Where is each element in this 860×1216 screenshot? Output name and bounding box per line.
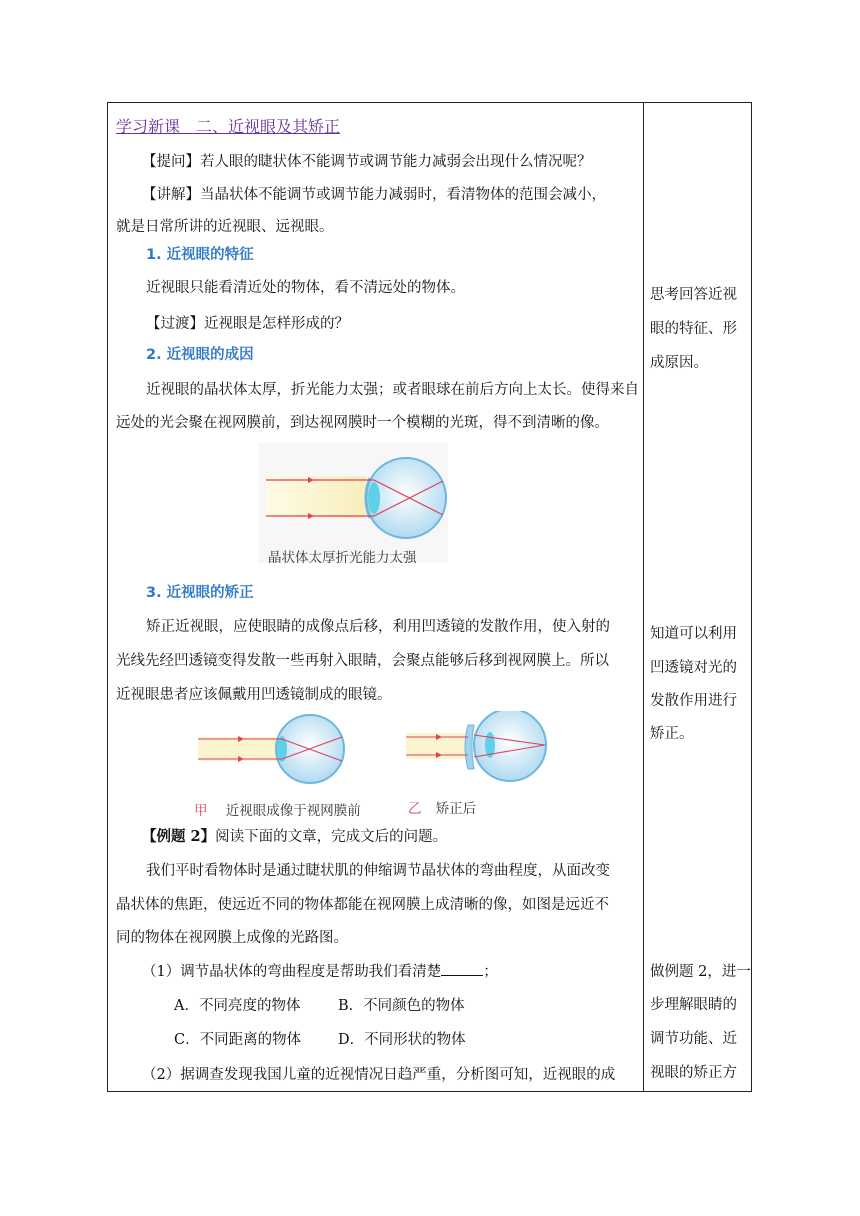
question-2: （2）据调查发现我国儿童的近视情况日趋严重，分析图可知，近视眼的成 <box>142 1067 616 1083</box>
side-note-1-line-1: 思考回答近视 <box>650 287 737 303</box>
article-line-2: 晶状体的焦距，使远近不同的物体都能在视网膜上成清晰的像，如图是远近不 <box>116 897 609 913</box>
article-line-1: 我们平时看物体时是通过睫状肌的伸缩调节晶状体的弯曲程度，从面改变 <box>146 863 610 879</box>
question-1-text: （1）调节晶状体的弯曲程度是帮助我们看清楚 <box>142 964 442 980</box>
correction-line-2: 光线先经凹透镜变得发散一些再射入眼睛，会聚点能够后移到视网膜上。所以 <box>116 653 609 669</box>
subheading-cause: 2. 近视眼的成因 <box>146 347 254 363</box>
option-a: A．不同亮度的物体 <box>174 998 301 1014</box>
side-note-3-line-4: 视眼的矫正方 <box>650 1065 737 1081</box>
figure2-label-b: 乙 <box>408 801 422 817</box>
figure2-text-b: 矫正后 <box>435 801 477 817</box>
example-heading <box>142 825 447 846</box>
option-c: C．不同距离的物体 <box>174 1032 302 1048</box>
features-text: 近视眼只能看清近处的物体，看不清远处的物体。 <box>146 280 465 296</box>
option-b: B．不同颜色的物体 <box>338 998 465 1014</box>
side-note-2-line-4: 矫正。 <box>650 726 694 742</box>
option-d: D．不同形状的物体 <box>338 1032 466 1048</box>
example-label: 【例题 2】 <box>142 828 216 845</box>
question-1 <box>142 960 498 981</box>
figure2-caption-b <box>408 797 476 817</box>
question-paragraph: 【提问】若人眼的睫状体不能调节或调节能力减弱会出现什么情况呢？ <box>142 154 592 170</box>
correction-line-3: 近视眼患者应该佩戴用凹透镜制成的眼镜。 <box>116 687 392 703</box>
explanation-line-2: 就是日常所讲的近视眼、远视眼。 <box>116 219 334 235</box>
transition-text: 【过渡】近视眼是怎样形成的？ <box>146 316 349 332</box>
figure1-caption: 晶状体太厚折光能力太强 <box>268 550 417 566</box>
figure2-caption-a <box>194 799 361 819</box>
answer-blank[interactable] <box>441 961 483 976</box>
side-note-1-line-2: 眼的特征、形 <box>650 321 737 337</box>
side-note-2-line-1: 知道可以利用 <box>650 626 737 642</box>
side-note-3-line-1: 做例题 2，进一 <box>650 964 751 980</box>
cause-line-1: 近视眼的晶状体太厚，折光能力太强；或者眼球在前后方向上太长。使得来自 <box>146 382 639 398</box>
side-note-2-line-2: 凹透镜对光的 <box>650 660 737 676</box>
side-note-1-line-3: 成原因。 <box>650 355 708 371</box>
subheading-correction: 3. 近视眼的矫正 <box>146 585 254 601</box>
explanation-line-1: 【讲解】当晶状体不能调节或调节能力减弱时，看清物体的范围会减小， <box>142 187 606 203</box>
figure2-label-a: 甲 <box>194 803 208 819</box>
article-line-3: 同的物体在视网膜上成像的光路图。 <box>116 930 348 946</box>
example-text: 阅读下面的文章，完成文后的问题。 <box>215 829 448 845</box>
question-1-end: ； <box>483 964 498 980</box>
lesson-table <box>107 102 752 1092</box>
myopia-eye-figure <box>258 443 448 563</box>
figure2-text-a: 近视眼成像于视网膜前 <box>225 803 361 819</box>
correction-figure <box>190 711 560 791</box>
side-note-3-line-2: 步理解眼睛的 <box>650 997 737 1013</box>
section-title: 学习新课 二、近视眼及其矫正 <box>116 117 341 136</box>
column-divider <box>643 103 644 1091</box>
side-note-3-line-3: 调节功能、近 <box>650 1031 737 1047</box>
side-note-2-line-3: 发散作用进行 <box>650 693 737 709</box>
correction-line-1: 矫正近视眼，应使眼睛的成像点后移，利用凹透镜的发散作用，使入射的 <box>146 619 610 635</box>
subheading-features: 1. 近视眼的特征 <box>146 247 254 263</box>
cause-line-2: 远处的光会聚在视网膜前，到达视网膜时一个模糊的光斑，得不到清晰的像。 <box>116 415 609 431</box>
